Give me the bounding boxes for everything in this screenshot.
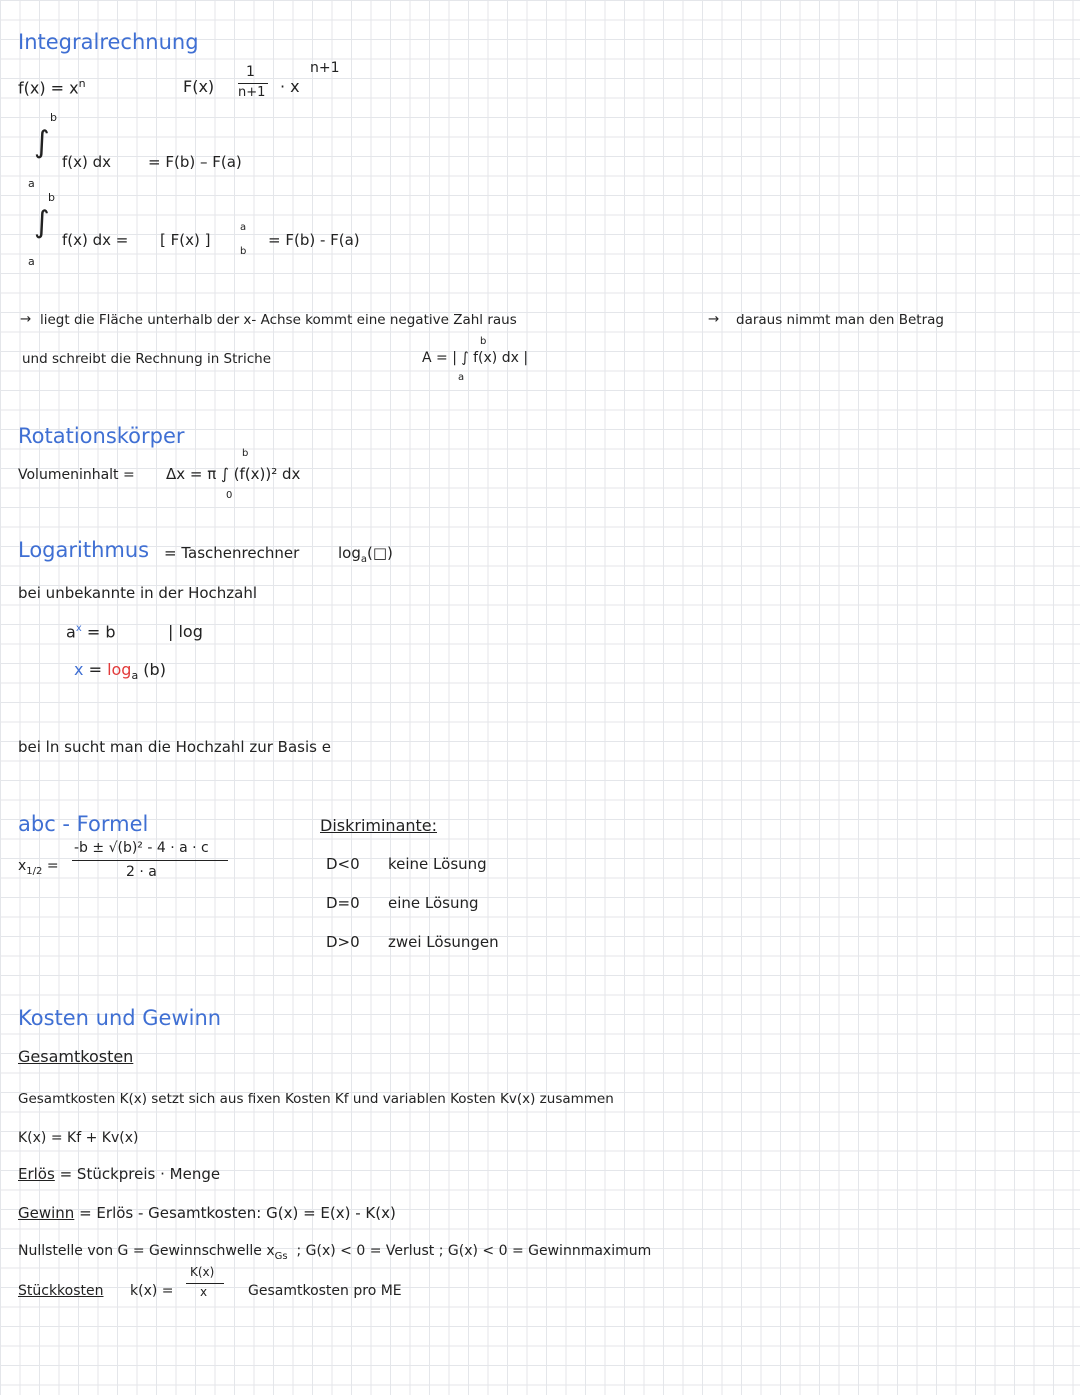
eq2-integrand: f(x) dx = xyxy=(62,231,129,249)
eq2-bracket-lower: b xyxy=(240,246,247,257)
abc-title: abc - Formel xyxy=(18,812,149,836)
unit-costs-numerator: K(x) xyxy=(190,1265,215,1279)
strokes-note: und schreibt die Rechnung in Striche xyxy=(22,351,271,367)
integral-sign-icon: ∫ xyxy=(34,205,50,240)
log-calculator: = Taschenrechner xyxy=(164,544,300,562)
eq2-lower-bound: a xyxy=(28,255,35,268)
discriminant-title: Diskriminante: xyxy=(320,816,438,835)
log-title: Logarithmus xyxy=(18,538,150,562)
antiderivative-label: F(x) xyxy=(183,77,215,96)
abs-lower-bound: a xyxy=(458,372,465,383)
volume-formula: Δx = π ∫ (f(x))² dx xyxy=(166,465,301,483)
antiderivative-denominator: n+1 xyxy=(238,85,266,100)
eq1-rhs: = F(b) – F(a) xyxy=(148,153,242,171)
antiderivative-numerator: 1 xyxy=(246,64,255,80)
arrow-right-icon: → xyxy=(708,311,720,327)
log-unknown-exponent-note: bei unbekannte in der Hochzahl xyxy=(18,584,258,602)
eq2-bracket-upper: a xyxy=(240,222,247,233)
costs-title: Kosten und Gewinn xyxy=(18,1006,222,1030)
total-costs-formula: K(x) = Kf + Kv(x) xyxy=(18,1130,139,1146)
profit-line: Gewinn = Erlös - Gesamtkosten: G(x) = E(x) - K(x) xyxy=(18,1204,396,1222)
disc-text-positive: zwei Lösungen xyxy=(388,933,499,951)
negative-area-note: liegt die Fläche unterhalb der x- Achse kommt eine negative Zahl raus xyxy=(40,312,517,328)
unit-costs-label: Stückkosten xyxy=(18,1283,104,1299)
disc-text-zero: eine Lösung xyxy=(388,894,479,912)
revenue-line: Erlös = Stückpreis · Menge xyxy=(18,1165,221,1183)
antiderivative-x: · x xyxy=(280,77,300,96)
disc-cond-negative: D<0 xyxy=(326,855,360,873)
eq2-upper-bound: b xyxy=(48,191,55,204)
disc-text-negative: keine Lösung xyxy=(388,855,487,873)
power-function: $f(x) = x^n$ xyxy=(18,77,86,98)
log-calculator-function: $\log_a(□)$ xyxy=(338,544,393,565)
arrow-right-icon: → xyxy=(20,311,32,327)
eq1-integrand: f(x) dx xyxy=(62,153,112,171)
abc-lhs: $x_{1/2}$ = xyxy=(18,858,59,877)
unit-costs-denominator: x xyxy=(200,1285,208,1299)
disc-cond-zero: D=0 xyxy=(326,894,360,912)
rotation-title: Rotationskörper xyxy=(18,424,185,448)
log-eq1-operation: | log xyxy=(168,622,203,641)
absolute-area-formula: A = | ∫ f(x) dx | xyxy=(422,350,529,366)
antiderivative-exponent: n+1 xyxy=(310,60,340,76)
total-costs-description: Gesamtkosten K(x) setzt sich aus fixen Kosten Kf und variablen Kosten Kv(x) zusammen xyxy=(18,1091,614,1107)
ln-note: bei ln sucht man die Hochzahl zur Basis e xyxy=(18,738,331,756)
eq1-lower-bound: a xyxy=(28,177,35,190)
log-eq2: $x = \log_a (b)$ xyxy=(74,660,166,683)
abc-denominator: 2 · a xyxy=(126,864,157,880)
eq2-bracket: [ F(x) ] xyxy=(160,231,211,249)
abs-upper-bound: b xyxy=(480,336,487,347)
log-eq1: $a^x = b$ xyxy=(66,622,116,642)
integral-title: Integralrechnung xyxy=(18,30,199,54)
integral-sign-icon: ∫ xyxy=(34,125,50,160)
break-even-line: Nullstelle von G = Gewinnschwelle $x_{Gs}$ ; G(x) < 0 = Verlust ; G(x) < 0 = Gewinnmaximum xyxy=(18,1243,652,1262)
rotation-upper-bound: b xyxy=(242,448,249,459)
unit-costs-description: Gesamtkosten pro ME xyxy=(248,1283,402,1299)
disc-cond-positive: D>0 xyxy=(326,933,360,951)
abc-numerator: -b ± √(b)² - 4 · a · c xyxy=(74,840,209,856)
eq1-upper-bound: b xyxy=(50,111,57,124)
total-costs-heading: Gesamtkosten xyxy=(18,1047,134,1066)
volume-label: Volumeninhalt = xyxy=(18,467,135,483)
rotation-lower-bound: 0 xyxy=(226,490,233,501)
absolute-value-note: daraus nimmt man den Betrag xyxy=(736,312,944,328)
eq2-rhs: = F(b) - F(a) xyxy=(268,231,360,249)
unit-costs-k: k(x) = xyxy=(130,1283,174,1299)
